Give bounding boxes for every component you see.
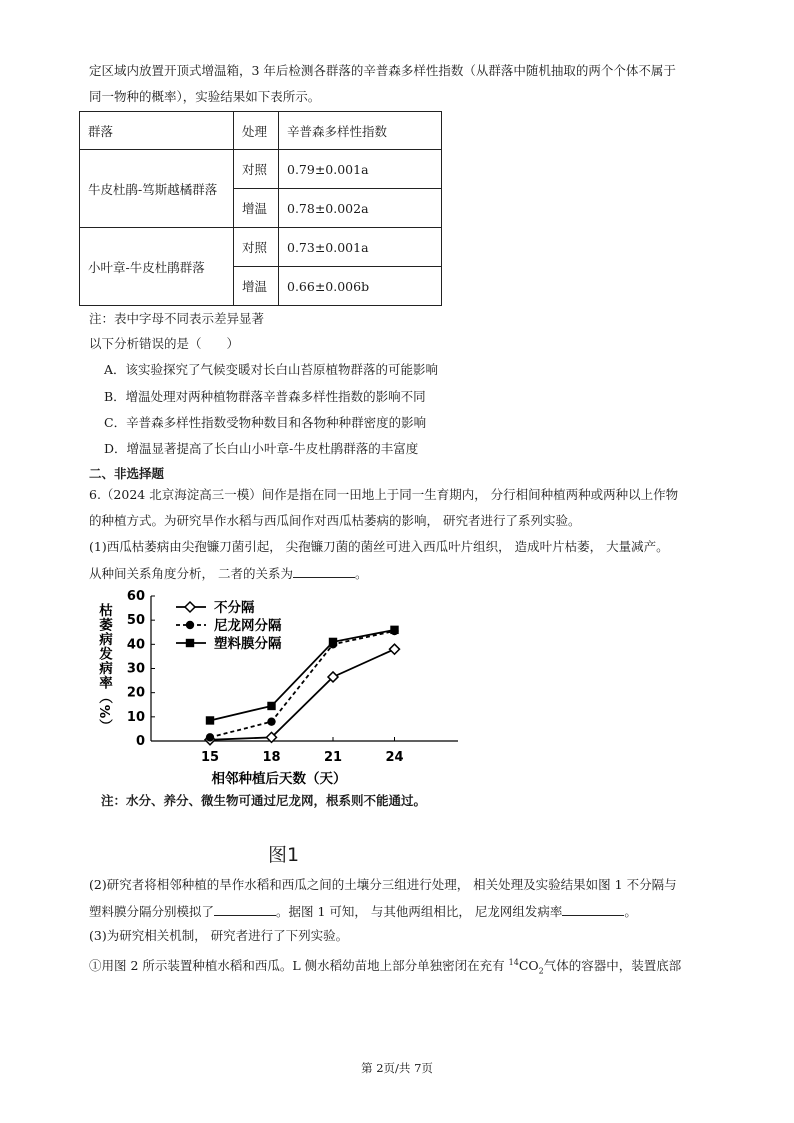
q6-part2-line-2 (89, 903, 637, 919)
y-tick-label: 50 (126, 613, 145, 629)
y-axis-label: 枯萎病发病率（%） (96, 603, 112, 734)
section-title: 二、非选择题 (89, 466, 165, 481)
data-point (186, 621, 194, 629)
series-line (210, 649, 395, 740)
data-point (186, 639, 194, 647)
results-table (79, 111, 442, 306)
value-cell: 0.73±0.001a (279, 228, 442, 267)
y-tick-label: 0 (135, 734, 145, 749)
treatment-cell: 对照 (234, 228, 279, 267)
q6-part1-end: 。 (354, 566, 368, 581)
community-cell: 牛皮杜鹃-笃斯越橘群落 (80, 150, 234, 228)
co2-formula: CO (518, 958, 539, 974)
intro-line-2: 同一物种的概率），实验结果如下表所示。 (89, 89, 321, 104)
table-header-row (80, 112, 442, 150)
isotope-superscript: 14 (508, 958, 519, 967)
incidence-line-chart (90, 586, 480, 791)
y-tick-label: 30 (126, 661, 145, 677)
q6-part3-line-1: (3)为研究相关机制， 研究者进行了下列实验。 (89, 928, 349, 943)
q6-part3-text-a: ①用图 2 所示装置种植水稻和西瓜。L 侧水稻幼苗地上部分单独密闭在充有 (89, 958, 509, 974)
option-a: A．该实验探究了气候变暖对长白山苔原植物群落的可能影响 (104, 362, 439, 377)
data-point (390, 644, 400, 654)
value-cell: 0.78±0.002a (279, 189, 442, 228)
data-point (267, 702, 275, 710)
x-axis-label: 相邻种植后天数（天） (211, 771, 347, 787)
q6-part2-line-1: (2)研究者将相邻种植的旱作水稻和西瓜之间的土壤分三组进行处理， 相关处理及实验结果如图 1 不分隔与 (89, 877, 677, 892)
treatment-cell: 对照 (234, 150, 279, 189)
table-row (80, 228, 442, 267)
x-tick-label: 15 (200, 750, 220, 765)
figure-label: 图1 (268, 844, 300, 866)
data-point (185, 602, 195, 612)
option-c: C．辛普森多样性指数受物种数目和各物种种群密度的影响 (104, 415, 427, 430)
legend-label: 塑料膜分隔 (214, 636, 282, 652)
data-point (206, 733, 214, 741)
table-header-cell: 群落 (80, 112, 234, 150)
q6-part1-text: 从种间关系角度分析， 二者的关系为 (89, 566, 293, 581)
x-tick-label: 24 (385, 750, 404, 765)
q6-part1-line-2 (89, 565, 368, 581)
treatment-cell: 增温 (234, 267, 279, 306)
data-point (267, 717, 275, 725)
answer-blank[interactable] (293, 565, 355, 578)
value-cell: 0.79±0.001a (279, 150, 442, 189)
q6-line-2: 的种植方式。为研究旱作水稻与西瓜间作对西瓜枯萎病的影响， 研究者进行了系列实验。 (89, 513, 581, 528)
answer-blank[interactable] (562, 903, 624, 916)
q6-part1-line-1: (1)西瓜枯萎病由尖孢镰刀菌引起， 尖孢镰刀菌的菌丝可进入西瓜叶片组织， 造成叶片枯萎， 大量减产。 (89, 539, 669, 554)
table-header-cell: 辛普森多样性指数 (279, 112, 442, 150)
x-tick-label: 21 (323, 750, 343, 765)
community-cell: 小叶章-牛皮杜鹃群落 (80, 228, 234, 306)
legend-label: 不分隔 (214, 600, 255, 616)
answer-blank[interactable] (214, 903, 276, 916)
co2-subscript: 2 (538, 966, 544, 976)
chart-note: 注：水分、养分、微生物可通过尼龙网，根系则不能通过。 (101, 793, 427, 808)
y-tick-label: 10 (126, 709, 145, 725)
value-cell: 0.66±0.006b (279, 267, 442, 306)
data-point (329, 638, 337, 646)
legend-label: 尼龙网分隔 (214, 618, 282, 634)
q6-part3-line-2 (89, 955, 681, 979)
y-tick-label: 20 (126, 685, 145, 701)
q6-part2-text-a: 塑料膜分隔分别模拟了 (89, 904, 215, 919)
chart-legend (176, 599, 282, 652)
intro-line-1: 定区域内放置开顶式增温箱，3 年后检测各群落的辛普森多样性指数（从群落中随机抽取的两个个体不属于 (89, 63, 676, 78)
y-tick-label: 60 (126, 589, 145, 604)
y-tick-label: 40 (126, 637, 145, 653)
q6-part2-end: 。 (624, 904, 637, 919)
table-row (80, 150, 442, 189)
q6-line-1: 6.（2024 北京海淀高三一模）间作是指在同一田地上于同一生育期内， 分行相间种植两种或两种以上作物 (89, 487, 679, 502)
table-header-cell: 处理 (234, 112, 279, 150)
data-point (206, 716, 214, 724)
q6-part3-text-b: 气体的容器中，装置底部 (543, 958, 682, 974)
x-tick-label: 18 (262, 750, 281, 765)
option-d: D．增温显著提高了长白山小叶章-牛皮杜鹃群落的丰富度 (104, 441, 419, 456)
table-note: 注：表中字母不同表示差异显著 (89, 311, 265, 326)
q6-part2-text-b: 。据图 1 可知， 与其他两组相比， 尼龙网组发病率 (276, 904, 563, 919)
page-footer: 第 2页/共 7页 (361, 1061, 433, 1075)
treatment-cell: 增温 (234, 189, 279, 228)
option-b: B．增温处理对两种植物群落辛普森多样性指数的影响不同 (104, 389, 426, 404)
data-point (390, 626, 398, 634)
question-stem: 以下分析错误的是（ ） (89, 336, 240, 351)
